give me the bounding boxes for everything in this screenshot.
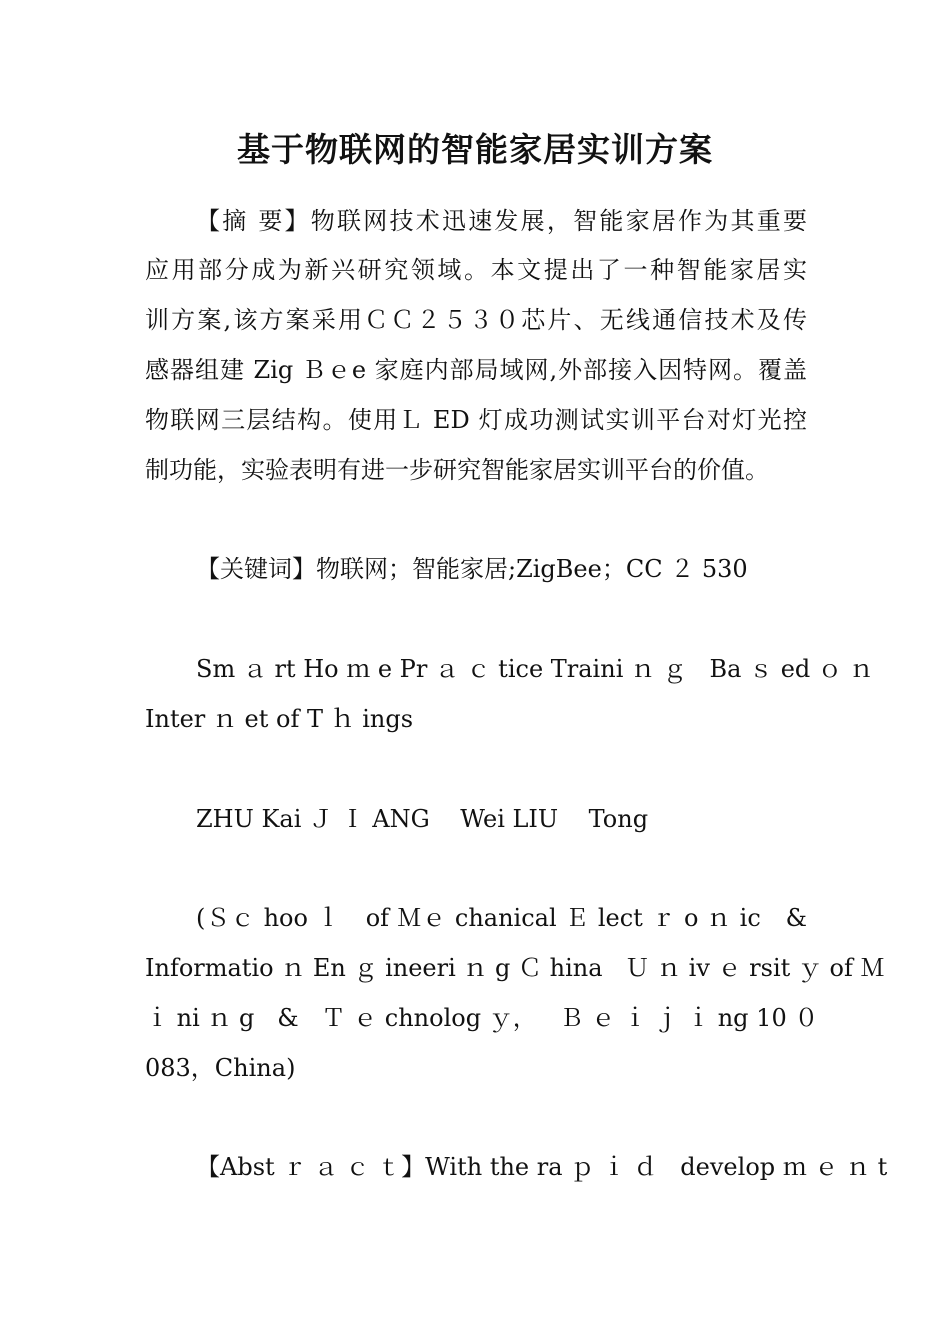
abstract-cn-line-6: 制功能，实验表明有进一步研究智能家居实训平台的价值。 [145, 456, 769, 484]
affiliation-line-4: 083，China) [145, 1054, 296, 1082]
abstract-cn-line-2: 应用部分成为新兴研究领域。本文提出了一种智能家居实 [145, 256, 807, 284]
title-en-line-1: Sm ａ rt Ho ｍ e Pr ａ ｃ tice Traini ｎ ｇ Ba ｓ ed ｏ ｎ [196, 655, 874, 683]
affiliation-line-1: (Ｓｃ hoo ｌ of Ｍｅ chanical Ｅ lect ｒ o ｎ ic & [196, 904, 807, 932]
abstract-en-line-1: 【Abst ｒ ａ ｃ ｔ】With the ra ｐ ｉ ｄ develop ｍ ｅ ｎ t [196, 1153, 888, 1181]
affiliation-line-3: ｉ ni ｎ g & Ｔ ｅ chnolog ｙ， Ｂ ｅ ｉ ｊ ｉ ng 10 ０ [145, 1004, 819, 1032]
abstract-cn-line-3: 训方案,该方案采用ＣＣ２５３０芯片、无线通信技术及传 [145, 306, 807, 334]
abstract-cn-line-1: 【摘 要】物联网技术迅速发展，智能家居作为其重要 [196, 207, 807, 235]
keywords-cn: 【关键词】物联网；智能家居;ZigBee；CC ２ 530 [196, 555, 748, 583]
document-title: 基于物联网的智能家居实训方案 [237, 130, 713, 169]
title-en-line-2: Inter ｎ et of T ｈ ings [145, 705, 414, 733]
authors-en: ZHU Kai Ｊ Ｉ ANG Wei LIU Tong [196, 805, 649, 833]
abstract-cn-line-5: 物联网三层结构。使用Ｌ ED 灯成功测试实训平台对灯光控 [145, 406, 807, 434]
abstract-cn-line-4: 感器组建 Zig Ｂｅe 家庭内部局域网,外部接入因特网。覆盖 [145, 356, 807, 384]
affiliation-line-2: Informatio ｎ En ｇ ineeri ｎ g Ｃ hina Ｕ ｎ iv ｅ rsit ｙ of Ｍ [145, 954, 885, 982]
